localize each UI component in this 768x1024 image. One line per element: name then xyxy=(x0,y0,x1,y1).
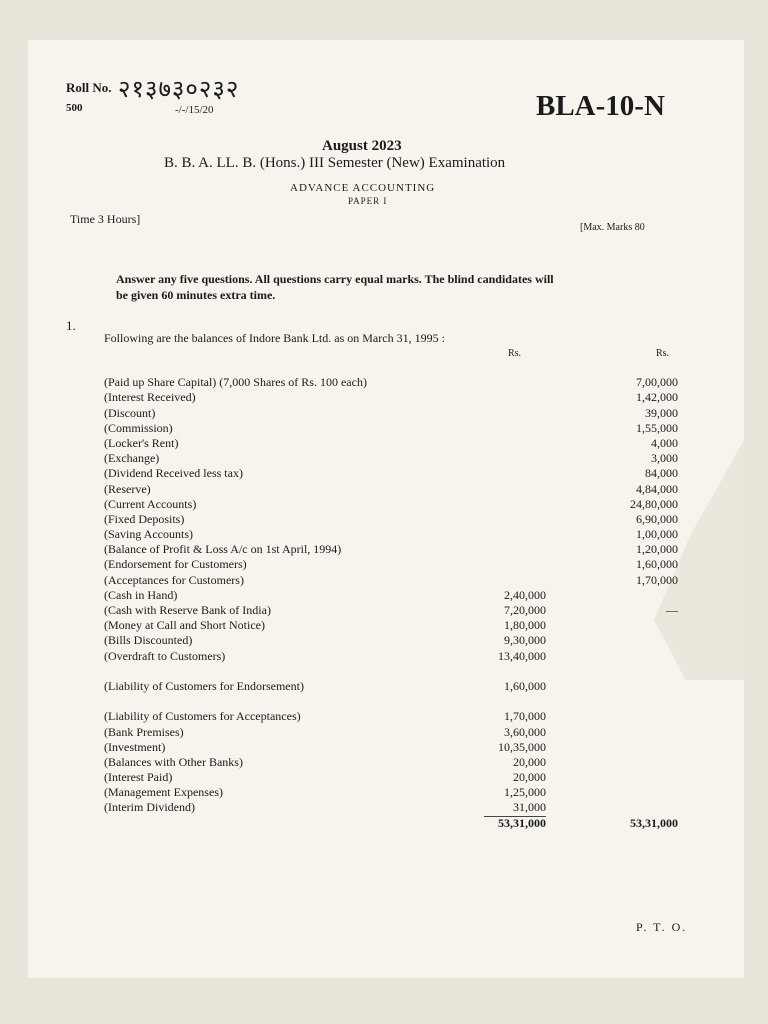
ledger-row xyxy=(104,436,704,451)
roll-number-handwritten: २१३७३०२३२ xyxy=(118,75,240,103)
ledger-amount-credit: 7,00,000 xyxy=(636,375,678,390)
ledger-item-label: (Discount) xyxy=(104,405,156,420)
ledger-item-label: (Endorsement for Customers) xyxy=(104,557,247,572)
ledger-item-label: (Money at Call and Short Notice) xyxy=(104,618,265,633)
subject-title: ADVANCE ACCOUNTING xyxy=(290,182,436,194)
ledger-item-label: (Balance of Profit & Loss A/c on 1st April, 1994) xyxy=(104,542,342,557)
reference-code: -/-/15/20 xyxy=(175,104,214,116)
ledger-row xyxy=(104,725,704,740)
exam-title: B. B. A. LL. B. (Hons.) III Semester (New) Examination xyxy=(164,155,506,171)
ledger-item-label: (Balances with Other Banks) xyxy=(104,754,243,769)
ledger-row xyxy=(104,679,704,694)
ledger-row xyxy=(104,451,704,466)
ledger-row xyxy=(104,375,704,390)
ledger-amount-credit: 1,70,000 xyxy=(636,572,678,587)
ledger-item-label: (Commission) xyxy=(104,420,173,435)
ledger-amount-debit: 1,80,000 xyxy=(504,618,546,633)
ledger-amount-credit: 39,000 xyxy=(645,405,678,420)
ledger-row xyxy=(104,603,704,618)
question-text-english: Following are the balances of Indore Bank Ltd. as on March 31, 1995 : xyxy=(104,331,445,345)
ledger-amount-debit: 20,000 xyxy=(513,770,546,785)
ledger-row xyxy=(104,740,704,755)
ledger-amount-debit: 2,40,000 xyxy=(504,587,546,602)
ledger-row xyxy=(104,360,704,375)
column-head-1: Rs. xyxy=(508,348,522,359)
ledger-item-label: (Interest Paid) xyxy=(104,770,173,785)
ledger-item-label: (Management Expenses) xyxy=(104,785,223,800)
roll-number-label: Roll No. xyxy=(66,80,112,95)
ledger-amount-credit: 1,55,000 xyxy=(636,420,678,435)
ledger-amount-credit: 4,000 xyxy=(651,435,678,450)
ledger-row xyxy=(104,542,704,557)
ledger-row xyxy=(104,709,704,724)
balances-ledger xyxy=(104,360,704,831)
ledger-amount-debit: 10,35,000 xyxy=(498,739,546,754)
ledger-amount-debit: 9,30,000 xyxy=(504,633,546,648)
ledger-item-label: (Reserve) xyxy=(104,481,151,496)
ledger-amount-credit: 1,42,000 xyxy=(636,390,678,405)
column-head-2: Rs. xyxy=(656,348,670,359)
ledger-amount-credit: — xyxy=(666,603,678,617)
ledger-item-label: (Liability of Customers for Endorsement) xyxy=(104,678,304,693)
ledger-amount-credit: 4,84,000 xyxy=(636,481,678,496)
ledger-amount-credit: 6,90,000 xyxy=(636,511,678,526)
ledger-row xyxy=(104,497,704,512)
ledger-item-label: (Saving Accounts) xyxy=(104,527,193,542)
ledger-row xyxy=(104,482,704,497)
note-english-line-2: be given 60 minutes extra time. xyxy=(116,288,276,302)
ledger-row xyxy=(104,755,704,770)
ledger-item-label: (Investment) xyxy=(104,739,166,754)
ledger-item-label: (Exchange) xyxy=(104,451,160,466)
ledger-amount-credit: 24,80,000 xyxy=(630,496,678,511)
question-number: 1. xyxy=(66,318,76,333)
ledger-row xyxy=(104,512,704,527)
max-marks: [Max. Marks 80 xyxy=(580,222,645,233)
ledger-row xyxy=(104,785,704,800)
ledger-amount-debit: 1,70,000 xyxy=(504,709,546,724)
ledger-amount-debit: 1,25,000 xyxy=(504,785,546,800)
ledger-item-label: (Liability of Customers for Acceptances) xyxy=(104,709,301,724)
ledger-total-credit: 53,31,000 xyxy=(630,815,678,830)
ledger-row xyxy=(104,633,704,648)
ledger-row xyxy=(104,527,704,542)
ledger-row xyxy=(104,770,704,785)
ledger-row xyxy=(104,800,704,815)
ledger-row xyxy=(104,573,704,588)
ledger-item-label: (Bills Discounted) xyxy=(104,633,193,648)
ledger-amount-credit: 3,000 xyxy=(651,451,678,466)
ledger-row xyxy=(104,588,704,603)
ledger-item-label: (Acceptances for Customers) xyxy=(104,572,244,587)
ledger-item-label: (Interest Received) xyxy=(104,390,196,405)
ledger-amount-debit: 20,000 xyxy=(513,754,546,769)
paper-code: BLA-10-N xyxy=(536,90,665,122)
ledger-amount-debit: 7,20,000 xyxy=(504,603,546,617)
ledger-row xyxy=(104,694,704,709)
copies-count: 500 xyxy=(66,102,83,114)
ledger-item-label: (Paid up Share Capital) (7,000 Shares of Rs. 100 each) xyxy=(104,375,367,390)
ledger-item-label: (Dividend Received less tax) xyxy=(104,466,243,481)
ledger-row xyxy=(104,649,704,664)
ledger-amount-credit: 1,00,000 xyxy=(636,527,678,542)
ledger-row xyxy=(104,557,704,572)
ledger-amount-debit: 13,40,000 xyxy=(498,648,546,663)
ledger-amount-credit: 1,60,000 xyxy=(636,557,678,572)
ledger-item-label: (Fixed Deposits) xyxy=(104,511,185,526)
ledger-row xyxy=(104,390,704,405)
ledger-amount-credit: 1,20,000 xyxy=(636,542,678,557)
ledger-row xyxy=(104,466,704,481)
ledger-item-label: (Bank Premises) xyxy=(104,724,184,739)
paper-number: PAPER I xyxy=(348,196,388,206)
ledger-item-label: (Locker's Rent) xyxy=(104,435,179,450)
ledger-total-debit: 53,31,000 xyxy=(498,815,546,830)
note-english-line-1: Answer any five questions. All questions carry equal marks. The blind candidates will xyxy=(116,272,554,286)
ledger-item-label: (Cash with Reserve Bank of India) xyxy=(104,603,271,617)
ledger-row xyxy=(104,406,704,421)
ledger-row xyxy=(104,421,704,436)
ledger-item-label: (Current Accounts) xyxy=(104,496,197,511)
please-turn-over: P. T. O. xyxy=(636,920,688,934)
ledger-amount-debit: 31,000 xyxy=(513,800,546,815)
ledger-item-label: (Interim Dividend) xyxy=(104,800,195,815)
time-allowed: Time 3 Hours] xyxy=(70,212,141,226)
ledger-amount-debit: 3,60,000 xyxy=(504,724,546,739)
ledger-item-label: (Cash in Hand) xyxy=(104,587,178,602)
ledger-item-label: (Overdraft to Customers) xyxy=(104,648,226,663)
ledger-total-row xyxy=(104,816,704,831)
ledger-row xyxy=(104,618,704,633)
ledger-amount-credit: 84,000 xyxy=(645,466,678,481)
ledger-row xyxy=(104,664,704,679)
exam-month: August 2023 xyxy=(322,138,402,154)
ledger-amount-debit: 1,60,000 xyxy=(504,678,546,693)
